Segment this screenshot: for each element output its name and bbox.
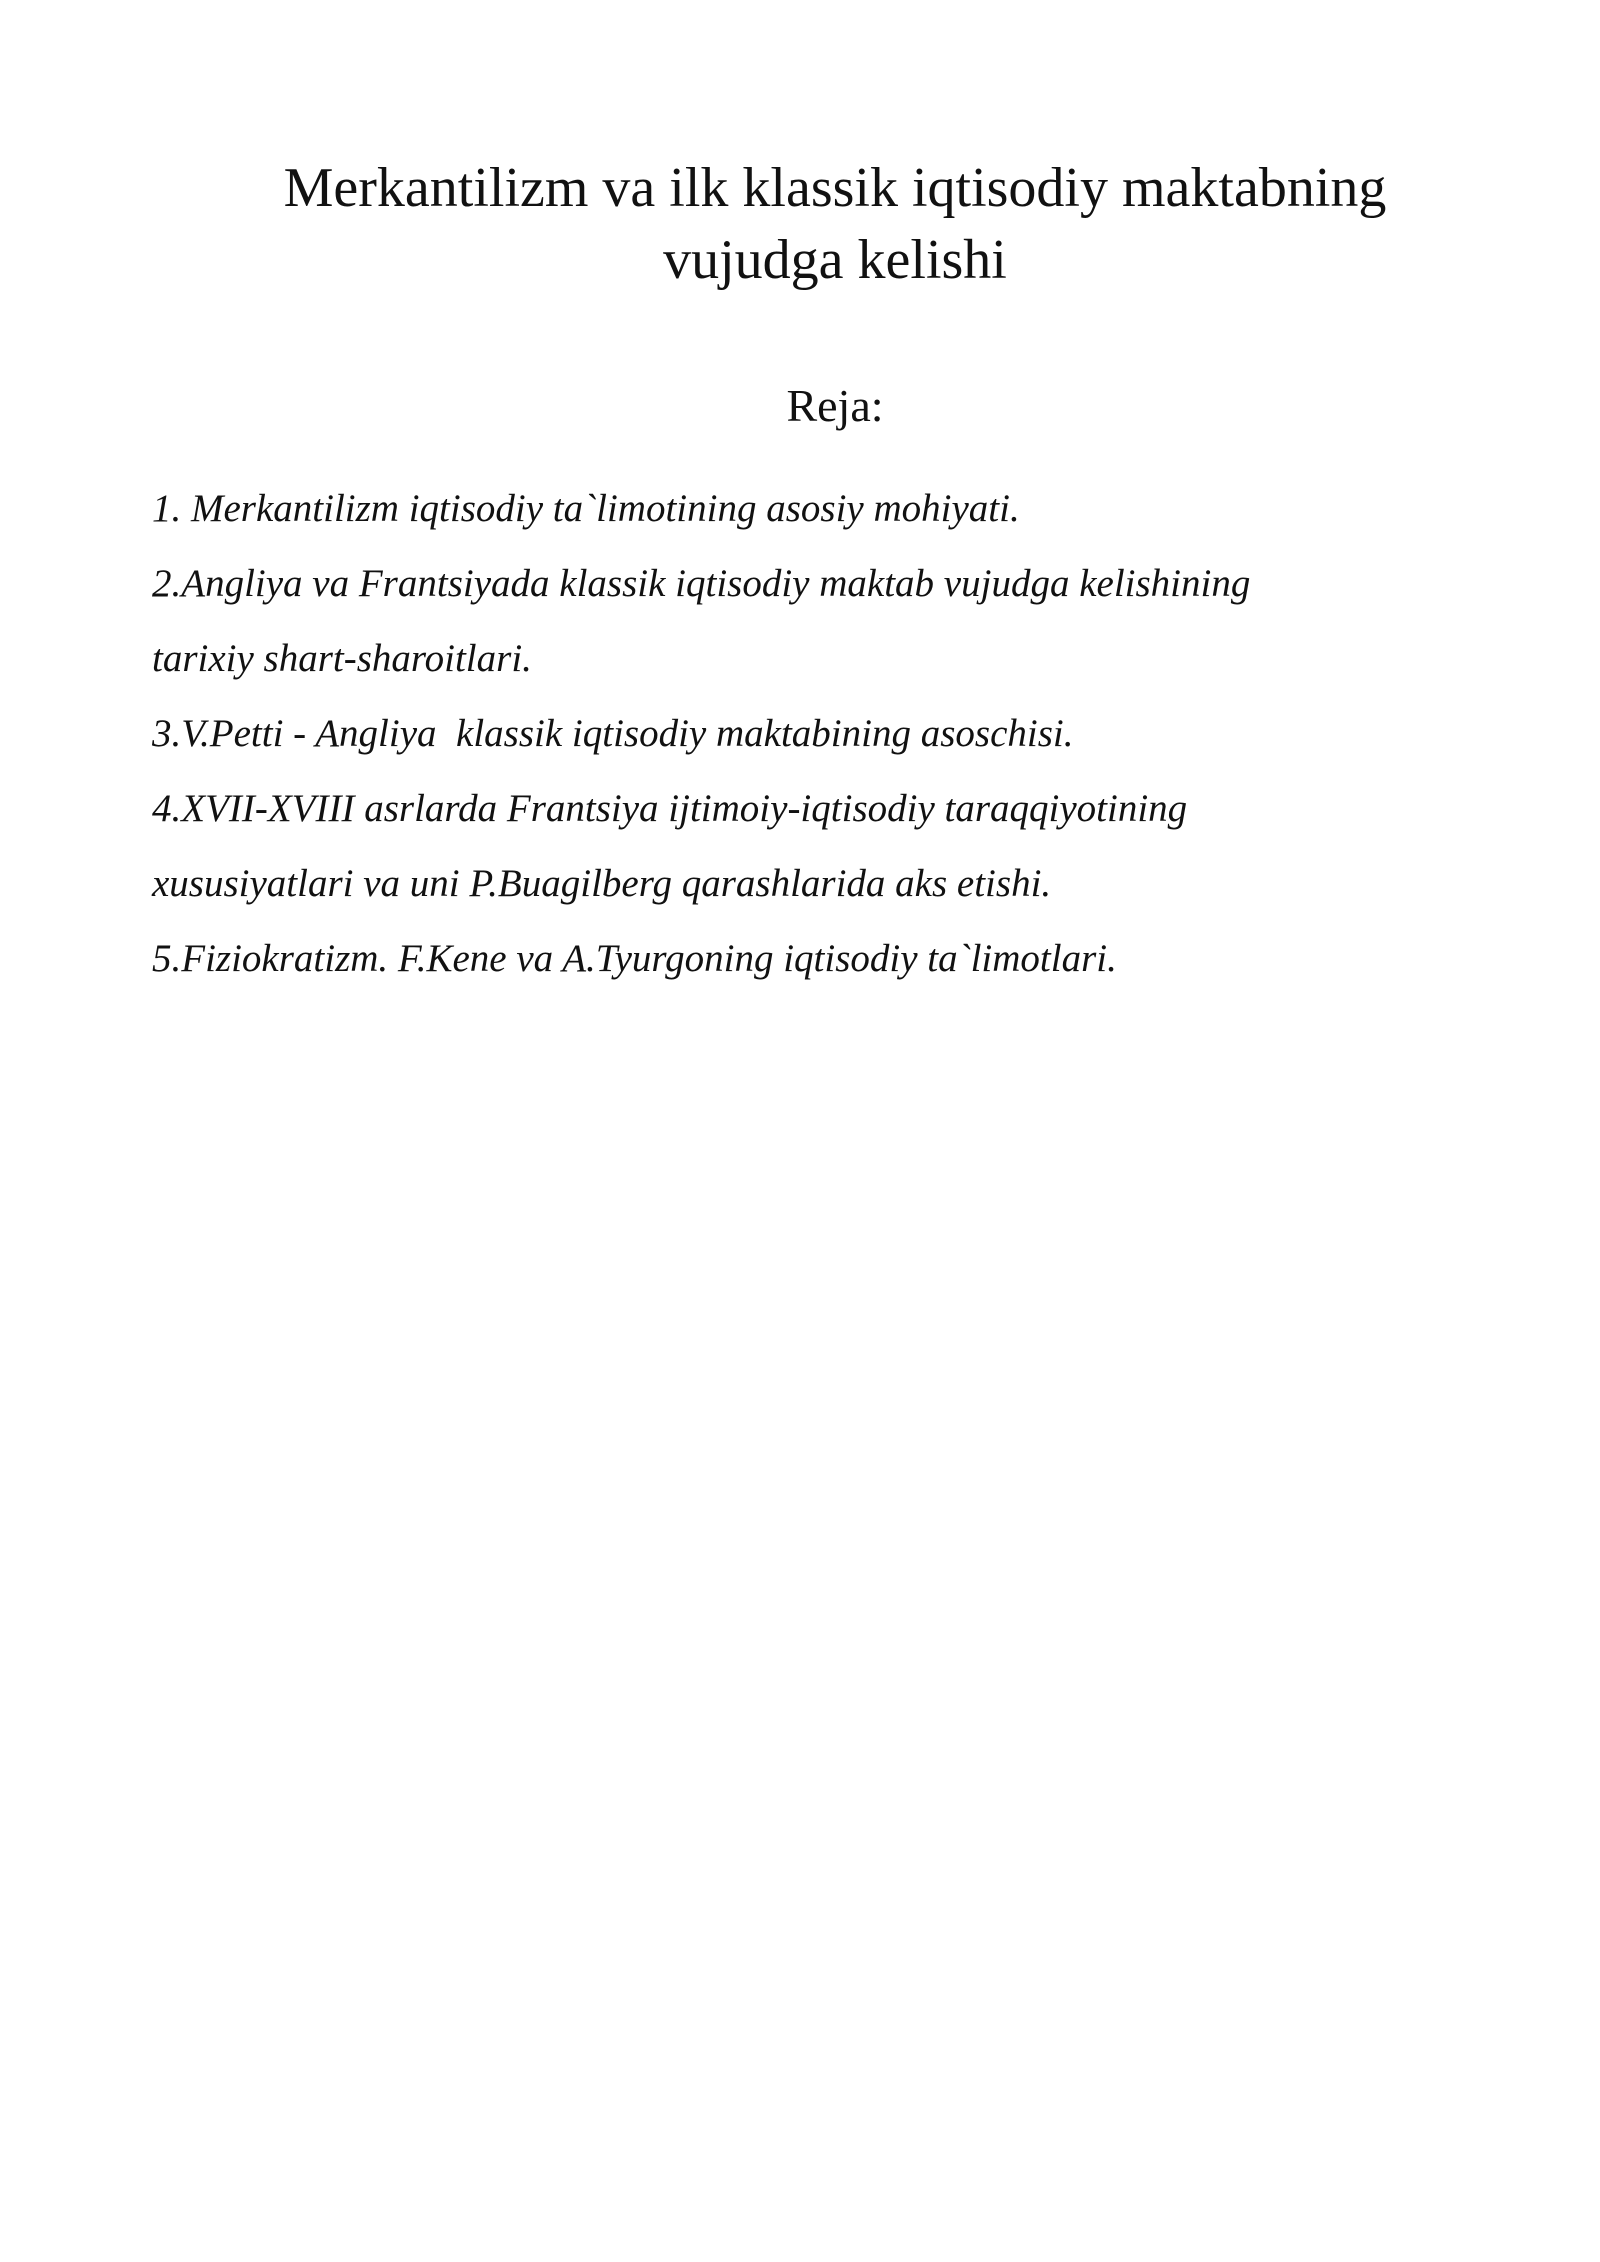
title-line: vujudga kelishi [663, 229, 1007, 291]
plan-item-4: 4.XVII-XVIII asrlarda Frantsiya ijtimoiy-iqtisodiy taraqqiyotining [152, 787, 1188, 830]
title-line: Merkantilizm va ilk klassik iqtisodiy maktabning [283, 157, 1387, 219]
plan-heading: Reja: [786, 380, 884, 431]
plan-item-5: 5.Fiziokratizm. F.Kene va A.Tyurgoning iqtisodiy ta`limotlari. [152, 937, 1117, 980]
plan-item-4-continuation: xususiyatlari va uni P.Buagilberg qarashlarida aks etishi. [152, 862, 1052, 905]
plan-item-1: 1. Merkantilizm iqtisodiy ta`limotining asosiy mohiyati. [152, 487, 1020, 530]
plan-list [152, 471, 1472, 996]
plan-item-3: 3.V.Petti - Angliya klassik iqtisodiy maktabining asoschisi. [152, 712, 1074, 755]
document-title [200, 152, 1470, 296]
plan-item-2-continuation: tarixiy shart-sharoitlari. [152, 637, 532, 680]
plan-item-2: 2.Angliya va Frantsiyada klassik iqtisodiy maktab vujudga kelishining [152, 562, 1251, 605]
